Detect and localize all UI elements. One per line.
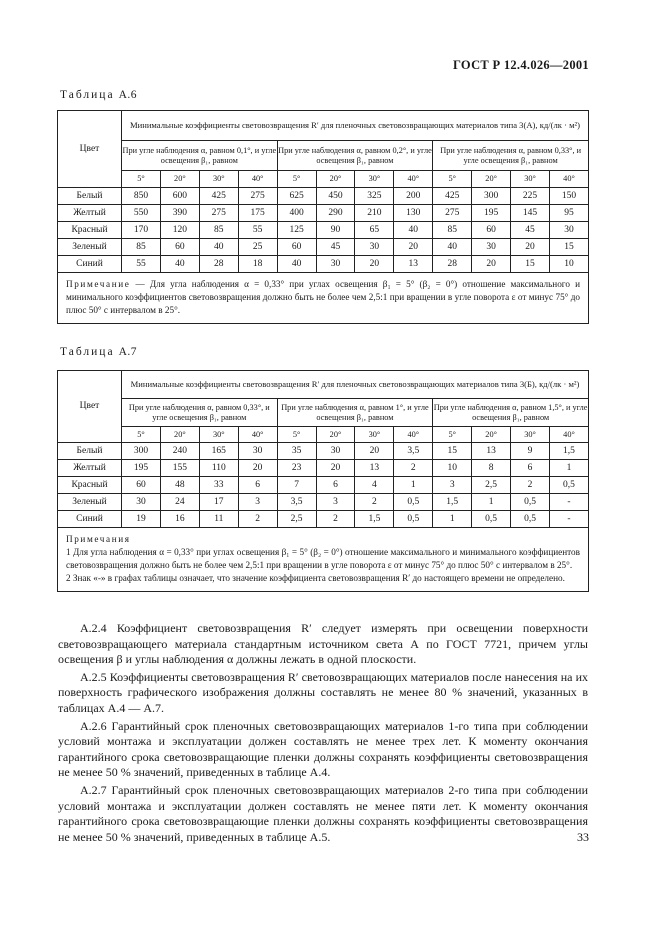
page-number: 33 bbox=[577, 830, 589, 844]
table-cell: 85 bbox=[199, 222, 238, 239]
table-cell: 155 bbox=[160, 460, 199, 477]
table-cell: 30 bbox=[472, 239, 511, 256]
table-cell: 16 bbox=[160, 511, 199, 528]
table-cell: 20 bbox=[394, 239, 433, 256]
angle-header-cell: 20° bbox=[316, 427, 355, 443]
table-cell: 400 bbox=[277, 205, 316, 222]
table-a7-caption-number: А.7 bbox=[118, 346, 137, 358]
table-cell: 19 bbox=[122, 511, 161, 528]
table-cell: 195 bbox=[472, 205, 511, 222]
paragraph-a-2-5: А.2.5 Коэффициенты световозвращения R′ световозвращающих материалов после нанесения на их поверхность графического изображения должны составлять не менее 80 % значений, указанных в таблицах А.4 — А.7. bbox=[58, 669, 588, 715]
table-cell: 13 bbox=[394, 256, 433, 273]
table-cell: 15 bbox=[549, 239, 588, 256]
table-cell: 850 bbox=[122, 188, 161, 205]
table-row bbox=[58, 477, 589, 494]
table-a6-caption bbox=[60, 89, 137, 101]
table-cell: 15 bbox=[433, 443, 472, 460]
angle-group-header: При угле наблюдения α, равном 0,33°, и угле освещения β₁, равном bbox=[433, 141, 589, 171]
angle-header-cell: 40° bbox=[549, 171, 588, 188]
table-cell: 30 bbox=[316, 443, 355, 460]
document-header: ГОСТ Р 12.4.026—2001 bbox=[452, 58, 589, 72]
table-cell: 0,5 bbox=[472, 511, 511, 528]
table-cell: 275 bbox=[199, 205, 238, 222]
row-color-name: Синий bbox=[58, 256, 122, 273]
table-cell: 1 bbox=[394, 477, 433, 494]
color-column-header: Цвет bbox=[58, 371, 122, 443]
table-cell: 150 bbox=[549, 188, 588, 205]
table-cell: 7 bbox=[277, 477, 316, 494]
notes-label: Примечания bbox=[66, 534, 131, 544]
angle-group-header: При угле наблюдения α, равном 1,5°, и угле освещения β₁, равном bbox=[433, 399, 589, 427]
table-a7-title: Минимальные коэффициенты световозвращения R′ для пленочных световозвращающих материалов типа 3(Б), кд/(лк · м²) bbox=[122, 371, 589, 399]
table-cell: 0,5 bbox=[394, 511, 433, 528]
table-row bbox=[58, 494, 589, 511]
angle-header-cell: 30° bbox=[511, 427, 550, 443]
note-2: 2 Знак «-» в графах таблицы означает, что значение коэффициента световозвращения R′ до настоящего времени не определено. bbox=[66, 572, 565, 583]
table-cell: 0,5 bbox=[511, 494, 550, 511]
table-cell: - bbox=[549, 494, 588, 511]
table-a6-title: Минимальные коэффициенты световозвращения R′ для пленочных световозвращающих материалов типа 3(А), кд/(лк · м²) bbox=[122, 111, 589, 141]
table-cell: 275 bbox=[433, 205, 472, 222]
table-a6 bbox=[57, 110, 589, 324]
table-cell: 2 bbox=[238, 511, 277, 528]
table-cell: 300 bbox=[472, 188, 511, 205]
table-cell: 60 bbox=[277, 239, 316, 256]
table-cell: 45 bbox=[511, 222, 550, 239]
table-cell: 240 bbox=[160, 443, 199, 460]
table-cell: 170 bbox=[122, 222, 161, 239]
table-cell: 625 bbox=[277, 188, 316, 205]
table-a6-note bbox=[58, 273, 589, 324]
table-cell: 30 bbox=[316, 256, 355, 273]
table-cell: 28 bbox=[199, 256, 238, 273]
table-cell: 90 bbox=[316, 222, 355, 239]
table-cell: 40 bbox=[277, 256, 316, 273]
angle-header-cell: 20° bbox=[160, 171, 199, 188]
table-row bbox=[58, 188, 589, 205]
angle-header-cell: 20° bbox=[160, 427, 199, 443]
table-cell: 13 bbox=[472, 443, 511, 460]
paragraph-a-2-7: А.2.7 Гарантийный срок пленочных световозвращающих материалов 2-го типа при соблюдении условий монтажа и эксплуатации должен составлять не менее пяти лет. К моменту окончания гарантийного срока световозвращающие пленки должны сохранять коэффициенты световозвращения не менее 50 % значений, приведенных в таблице А.5. bbox=[58, 782, 588, 844]
angle-header-cell: 40° bbox=[238, 171, 277, 188]
table-cell: 55 bbox=[122, 256, 161, 273]
table-cell: 40 bbox=[433, 239, 472, 256]
angle-header-cell: 30° bbox=[511, 171, 550, 188]
table-cell: - bbox=[549, 511, 588, 528]
table-cell: 175 bbox=[238, 205, 277, 222]
color-column-header: Цвет bbox=[58, 111, 122, 188]
table-cell: 600 bbox=[160, 188, 199, 205]
table-cell: 210 bbox=[355, 205, 394, 222]
table-a7-caption-word: Таблица bbox=[60, 346, 115, 358]
table-cell: 65 bbox=[355, 222, 394, 239]
row-color-name: Красный bbox=[58, 477, 122, 494]
angle-group-header: При угле наблюдения α, равном 0,1°, и угле освещения β₁, равном bbox=[122, 141, 278, 171]
table-cell: 1 bbox=[433, 511, 472, 528]
table-cell: 15 bbox=[511, 256, 550, 273]
table-cell: 290 bbox=[316, 205, 355, 222]
table-cell: 2 bbox=[355, 494, 394, 511]
table-cell: 13 bbox=[355, 460, 394, 477]
table-cell: 60 bbox=[122, 477, 161, 494]
row-color-name: Белый bbox=[58, 188, 122, 205]
table-cell: 1,5 bbox=[433, 494, 472, 511]
angle-header-cell: 30° bbox=[199, 427, 238, 443]
table-cell: 18 bbox=[238, 256, 277, 273]
angle-header-cell: 30° bbox=[355, 427, 394, 443]
table-a6-caption-word: Таблица bbox=[60, 89, 115, 101]
table-row bbox=[58, 222, 589, 239]
table-cell: 225 bbox=[511, 188, 550, 205]
table-cell: 85 bbox=[433, 222, 472, 239]
table-cell: 9 bbox=[511, 443, 550, 460]
table-cell: 60 bbox=[160, 239, 199, 256]
table-cell: 30 bbox=[238, 443, 277, 460]
table-cell: 20 bbox=[238, 460, 277, 477]
table-cell: 2 bbox=[394, 460, 433, 477]
note-1: 1 Для угла наблюдения α = 0,33° при углах освещения β₁ = 5° (β₂ = 0°) отношение максимального и минимального коэффициентов световозвращения должно быть не более чем 2,5:1 при вращении в угле поворота ε от минус 75° до плюс 50° с интервалом в 25°. bbox=[66, 546, 580, 570]
table-cell: 28 bbox=[433, 256, 472, 273]
table-cell: 40 bbox=[394, 222, 433, 239]
body-text bbox=[58, 621, 588, 847]
table-cell: 195 bbox=[122, 460, 161, 477]
table-cell: 85 bbox=[122, 239, 161, 256]
angle-header-cell: 30° bbox=[199, 171, 238, 188]
angle-header-cell: 40° bbox=[394, 427, 433, 443]
row-color-name: Желтый bbox=[58, 460, 122, 477]
table-row bbox=[58, 256, 589, 273]
angle-header-cell: 40° bbox=[394, 171, 433, 188]
table-cell: 2 bbox=[511, 477, 550, 494]
table-cell: 2,5 bbox=[472, 477, 511, 494]
table-cell: 300 bbox=[122, 443, 161, 460]
angle-header-cell: 5° bbox=[122, 171, 161, 188]
angle-header-cell: 5° bbox=[122, 427, 161, 443]
angle-header-cell: 20° bbox=[316, 171, 355, 188]
table-cell: 200 bbox=[394, 188, 433, 205]
table-cell: 4 bbox=[355, 477, 394, 494]
table-cell: 3 bbox=[316, 494, 355, 511]
table-cell: 6 bbox=[238, 477, 277, 494]
table-cell: 25 bbox=[238, 239, 277, 256]
table-cell: 2 bbox=[316, 511, 355, 528]
table-cell: 10 bbox=[549, 256, 588, 273]
table-cell: 20 bbox=[355, 256, 394, 273]
table-row bbox=[58, 443, 589, 460]
table-cell: 390 bbox=[160, 205, 199, 222]
angle-header-cell: 5° bbox=[433, 427, 472, 443]
table-cell: 1 bbox=[549, 460, 588, 477]
table-row bbox=[58, 460, 589, 477]
angle-group-header: При угле наблюдения α, равном 1°, и угле освещения β₁, равном bbox=[277, 399, 433, 427]
table-cell: 20 bbox=[316, 460, 355, 477]
table-cell: 20 bbox=[472, 256, 511, 273]
table-cell: 3,5 bbox=[394, 443, 433, 460]
table-cell: 3 bbox=[433, 477, 472, 494]
table-cell: 40 bbox=[199, 239, 238, 256]
table-cell: 125 bbox=[277, 222, 316, 239]
row-color-name: Зеленый bbox=[58, 494, 122, 511]
table-cell: 2,5 bbox=[277, 511, 316, 528]
table-cell: 425 bbox=[433, 188, 472, 205]
table-cell: 3,5 bbox=[277, 494, 316, 511]
table-cell: 30 bbox=[122, 494, 161, 511]
table-cell: 165 bbox=[199, 443, 238, 460]
table-cell: 0,5 bbox=[549, 477, 588, 494]
table-cell: 23 bbox=[277, 460, 316, 477]
table-cell: 6 bbox=[316, 477, 355, 494]
table-cell: 1,5 bbox=[549, 443, 588, 460]
table-cell: 24 bbox=[160, 494, 199, 511]
table-cell: 425 bbox=[199, 188, 238, 205]
table-cell: 450 bbox=[316, 188, 355, 205]
angle-header-cell: 5° bbox=[277, 427, 316, 443]
paragraph-a-2-4: А.2.4 Коэффициент световозвращения R′ следует измерять при освещении поверхности световозвращающего материала стандартным источником света А по ГОСТ 7721, причем углы освещения β и углы наблюдения α должны лежать в одной плоскости. bbox=[58, 621, 588, 667]
table-cell: 55 bbox=[238, 222, 277, 239]
table-cell: 17 bbox=[199, 494, 238, 511]
paragraph-a-2-6: А.2.6 Гарантийный срок пленочных световозвращающих материалов 1-го типа при соблюдении условий монтажа и эксплуатации должен составлять не менее трех лет. К моменту окончания гарантийного срока световозвращающие пленки должны сохранять коэффициенты световозвращения не менее 50 % значений, приведенных в таблице А.4. bbox=[58, 718, 588, 780]
table-cell: 35 bbox=[277, 443, 316, 460]
row-color-name: Синий bbox=[58, 511, 122, 528]
note-label: Примечание bbox=[66, 279, 131, 289]
row-color-name: Красный bbox=[58, 222, 122, 239]
angle-header-cell: 30° bbox=[355, 171, 394, 188]
table-cell: 30 bbox=[355, 239, 394, 256]
table-cell: 1,5 bbox=[355, 511, 394, 528]
note-text: — Для угла наблюдения α = 0,33° при углах освещения β₁ = 5° (β₂ = 0°) отношение максимального и минимального коэффициентов световозвращения должно быть не более чем 2,5:1 при вращении в угле поворота ε от минус 75° до плюс 50° с интервалом в 25°. bbox=[66, 279, 580, 315]
table-cell: 10 bbox=[433, 460, 472, 477]
table-a6-caption-number: А.6 bbox=[118, 89, 137, 101]
table-row bbox=[58, 205, 589, 222]
table-cell: 145 bbox=[511, 205, 550, 222]
table-cell: 550 bbox=[122, 205, 161, 222]
table-a7-notes bbox=[58, 528, 589, 592]
table-cell: 325 bbox=[355, 188, 394, 205]
table-cell: 0,5 bbox=[511, 511, 550, 528]
table-cell: 6 bbox=[511, 460, 550, 477]
table-cell: 130 bbox=[394, 205, 433, 222]
angle-header-cell: 5° bbox=[277, 171, 316, 188]
table-a7-caption bbox=[60, 346, 137, 358]
table-cell: 40 bbox=[160, 256, 199, 273]
table-row bbox=[58, 239, 589, 256]
angle-header-cell: 40° bbox=[238, 427, 277, 443]
table-cell: 11 bbox=[199, 511, 238, 528]
table-cell: 95 bbox=[549, 205, 588, 222]
table-row bbox=[58, 511, 589, 528]
angle-group-header: При угле наблюдения α, равном 0,33°, и угле освещения β₁, равном bbox=[122, 399, 278, 427]
table-cell: 45 bbox=[316, 239, 355, 256]
table-cell: 1 bbox=[472, 494, 511, 511]
table-cell: 110 bbox=[199, 460, 238, 477]
angle-header-cell: 5° bbox=[433, 171, 472, 188]
row-color-name: Желтый bbox=[58, 205, 122, 222]
table-cell: 33 bbox=[199, 477, 238, 494]
table-cell: 275 bbox=[238, 188, 277, 205]
table-cell: 20 bbox=[355, 443, 394, 460]
table-cell: 8 bbox=[472, 460, 511, 477]
table-a7 bbox=[57, 370, 589, 592]
table-cell: 48 bbox=[160, 477, 199, 494]
row-color-name: Белый bbox=[58, 443, 122, 460]
angle-group-header: При угле наблюдения α, равном 0,2°, и угле освещения β₁, равном bbox=[277, 141, 433, 171]
angle-header-cell: 20° bbox=[472, 171, 511, 188]
angle-header-cell: 20° bbox=[472, 427, 511, 443]
table-cell: 0,5 bbox=[394, 494, 433, 511]
row-color-name: Зеленый bbox=[58, 239, 122, 256]
table-cell: 60 bbox=[472, 222, 511, 239]
table-cell: 3 bbox=[238, 494, 277, 511]
angle-header-cell: 40° bbox=[549, 427, 588, 443]
table-cell: 20 bbox=[511, 239, 550, 256]
table-cell: 120 bbox=[160, 222, 199, 239]
table-cell: 30 bbox=[549, 222, 588, 239]
